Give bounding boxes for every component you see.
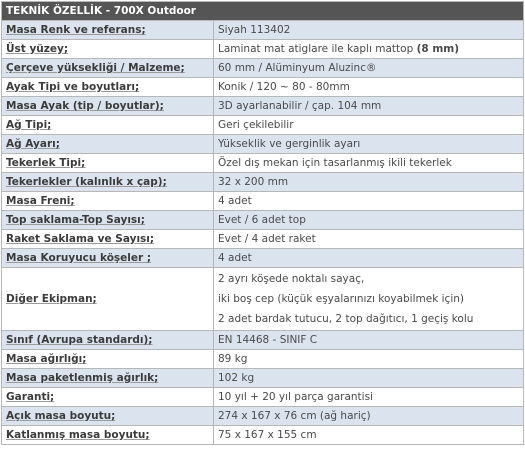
table-row: [2, 407, 524, 426]
spec-value-bold: (8 mm): [416, 43, 460, 55]
table-row: [2, 388, 524, 407]
table-row: [2, 211, 524, 230]
spec-value: 102 kg: [214, 369, 524, 388]
spec-label: Üst yüzey;: [2, 40, 214, 59]
spec-label: Açık masa boyutu;: [2, 407, 214, 426]
table-row: [2, 173, 524, 192]
spec-value: EN 14468 - SINIF C: [214, 331, 524, 350]
spec-value: Yükseklik ve gerginlik ayarı: [214, 135, 524, 154]
spec-label: Ağ Tipi;: [2, 116, 214, 135]
spec-value: 60 mm / Alüminyum Aluzinc®: [214, 59, 524, 78]
table-row: [2, 249, 524, 268]
table-row-equipment: [2, 268, 524, 331]
spec-value: Evet / 4 adet raket: [214, 230, 524, 249]
spec-value: 32 x 200 mm: [214, 173, 524, 192]
spec-value: Evet / 6 adet top: [214, 211, 524, 230]
spec-value: Geri çekilebilir: [214, 116, 524, 135]
spec-value: 10 yıl + 20 yıl parça garantisi: [214, 388, 524, 407]
table-row: [2, 426, 524, 445]
spec-label: Raket Saklama ve Sayısı;: [2, 230, 214, 249]
spec-label: Tekerlek Tipi;: [2, 154, 214, 173]
spec-value: 274 x 167 x 76 cm (ağ hariç): [214, 407, 524, 426]
spec-value: 89 kg: [214, 350, 524, 369]
spec-label: Katlanmış masa boyutu;: [2, 426, 214, 445]
spec-label: Sınıf (Avrupa standardı);: [2, 331, 214, 350]
table-row: [2, 331, 524, 350]
spec-label: Masa ağırlığı;: [2, 350, 214, 369]
spec-value: 4 adet: [214, 192, 524, 211]
spec-value: Laminat mat atiglare ile kaplı mattop (8 mm): [214, 40, 524, 59]
spec-label: Masa Freni;: [2, 192, 214, 211]
table-row: [2, 135, 524, 154]
spec-value: Özel dış mekan için tasarlanmış ikili tekerlek: [214, 154, 524, 173]
spec-label: Masa Ayak (tip / boyutlar);: [2, 97, 214, 116]
table-row: [2, 40, 524, 59]
spec-label: Masa paketlenmiş ağırlık;: [2, 369, 214, 388]
equipment-line: 2 adet bardak tutucu, 2 top dağıtıcı, 1 geçiş kolu: [218, 313, 474, 325]
spec-label: Ağ Ayarı;: [2, 135, 214, 154]
spec-value: 3D ayarlanabilir / çap. 104 mm: [214, 97, 524, 116]
equipment-line: 2 ayrı köşede noktalı sayaç,: [218, 273, 365, 285]
spec-value: Siyah 113402: [214, 21, 524, 40]
table-row: [2, 350, 524, 369]
table-header-row: [2, 2, 524, 21]
table-title: TEKNİK ÖZELLİK - 700X Outdoor: [2, 2, 524, 21]
spec-label: Masa Koruyucu köşeler ;: [2, 249, 214, 268]
spec-label: Masa Renk ve referans;: [2, 21, 214, 40]
spec-value: 4 adet: [214, 249, 524, 268]
spec-label: Diğer Ekipman;: [2, 268, 214, 331]
spec-label: Top saklama-Top Sayısı;: [2, 211, 214, 230]
table-row: [2, 116, 524, 135]
table-row: [2, 369, 524, 388]
table-row: [2, 97, 524, 116]
table-row: [2, 59, 524, 78]
spec-label: Tekerlekler (kalınlık x çap);: [2, 173, 214, 192]
spec-table: [1, 1, 524, 445]
spec-label: Ayak Tipi ve boyutları;: [2, 78, 214, 97]
spec-value-multiline: [214, 268, 524, 331]
spec-value: 75 x 167 x 155 cm: [214, 426, 524, 445]
equipment-line: iki boş cep (küçük eşyalarınızı koyabilmek için): [218, 293, 464, 305]
table-row: [2, 21, 524, 40]
spec-value: Konik / 120 ~ 80 - 80mm: [214, 78, 524, 97]
table-row: [2, 78, 524, 97]
spec-label: Çerçeve yüksekliği / Malzeme;: [2, 59, 214, 78]
table-row: [2, 230, 524, 249]
table-row: [2, 154, 524, 173]
spec-label: Garanti;: [2, 388, 214, 407]
table-row: [2, 192, 524, 211]
